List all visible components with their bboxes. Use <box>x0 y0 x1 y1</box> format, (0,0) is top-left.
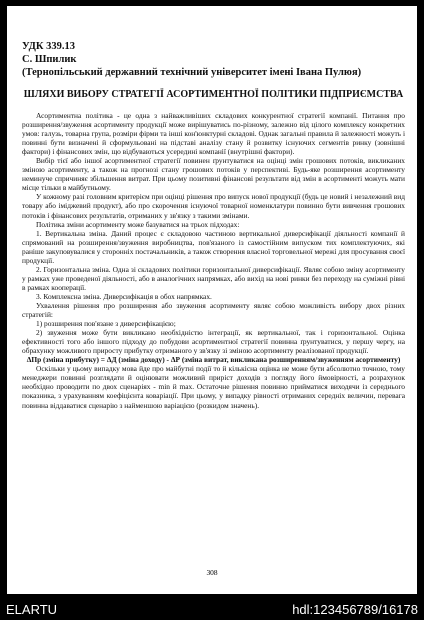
udc-code: УДК 339.13 <box>22 41 75 52</box>
formula: ΔПр (зміна прибутку) = ΔД (зміна доходу) - ΔР (зміна витрат, викликана розширенням/звуженням асортименту) <box>26 355 401 365</box>
paragraph: Ухвалення рішення про розширення або звуження асортименту являє собою можливість вибору двох різних стратегій: <box>22 300 405 320</box>
handle-identifier: hdl:123456789/16178 <box>292 602 418 617</box>
paragraph: Політика зміни асортименту може базуватися на трьох підходах: <box>36 219 240 229</box>
list-item: 3. Комплексна зміна. Диверсифікація в обох напрямках. <box>36 291 212 301</box>
list-item: 2) звуження може бути викликано необхідністю інтеграції, як вертикальної, так і горизонтальної. Оцінка ефективності того або іншого підходу до побудови асортиментної стратегії повинна ґрунтуватися, у першу чергу, на обрахунку можливого приросту прибутку отриманого у зв'язку зі зміною асортименту реалізованої продукції. <box>22 328 405 356</box>
paragraph: Оскільки у цьому випадку мова йде про майбутні події то й кількісна оцінка не може бути абсолютно точною, тому менеджери повинні розглядати й оцінювати можливий приріст доходів з погляду його ймовірності, а розрахунок необхідно проводити по двох сценаріях - min й max. Остаточне рішення повинно прийматися виходячи із середнього показника, з урахуванням коефіцієнта коваріації. При цьому, у випадку рівності отриманих середніх величин, перевага повинна віддаватися сценарію з найменшою варіацією (розкидом значень). <box>22 364 405 410</box>
list-item: 1) розширення пов'язане з диверсифікацією; <box>36 319 176 329</box>
repository-name: ELARTU <box>6 602 58 617</box>
paper-body <box>22 111 405 410</box>
paper-title: ШЛЯХИ ВИБОРУ СТРАТЕГІЇ АСОРТИМЕНТНОЇ ПОЛІТИКИ ПІДПРИЄМСТВА <box>23 89 404 100</box>
paper-content <box>22 40 405 410</box>
page-number: 308 <box>206 568 218 577</box>
paragraph: Асортиментна політика - це одна з найважливіших складових конкурентної стратегії компанії. Питання про розширення/звуження асортименту продукції може вирішуватись по-різному, залежно від цілого комплексу конкретних умов: галузь, товарна група, розміри фірми та інші кон'юнктурні складові. Однак загальні правила й залежності можуть і повинні бути визначені й сформульовані на підставі аналізу стану й розвитку існуючих сегментів ринку (зовнішні фактори) і фінансових змін, що відбуваються усередині компанії (внутрішні фактори). <box>22 111 405 157</box>
document-page <box>7 6 417 594</box>
list-item: 1. Вертикальна зміна. Даний процес є складовою частиною вертикальної диверсифікації діяльності компанії й спрямований на розширення/звуження виробництва, пов'язаного із самостійним випуском тих комплектуючих, які раніше закуповувалися у сторонніх постачальників, а також створення власної торговельної мережі для просування своєї продукції. <box>22 228 405 265</box>
paragraph: Вибір тієї або іншої асортиментної стратегії повинен ґрунтуватися на оцінці змін грошових потоків, викликаних зміною асортименту, а також на прогнозі стану грошових потоків у перспективі. Будь-яке розширення асортименту неминуче спричиняє збільшення витрат. При цьому позитивні фінансові результати від змін в асортименті можуть мати місце тільки в майбутньому. <box>22 156 405 193</box>
repository-footer <box>0 598 424 620</box>
author-name: С. Шпилик <box>22 54 77 65</box>
paragraph: У кожному разі головним критерієм при оцінці рішення про випуск нової продукції (будь це новий і незалежний вид товару або іміджевий продукт), або про скорочення існуючої товарної номенклатури повинно бути вивчення грошових потоків і фінансових результатів, отриманих у зв'язку з такими змінами. <box>22 192 405 220</box>
author-affiliation: (Тернопільський державний технічний університет імені Івана Пулюя) <box>22 67 362 78</box>
list-item: 2. Горизонтальна зміна. Одна зі складових політики горизонтальної диверсифікації. Являє собою зміну асортименту у рамках уже проведеної діяльності, або в аналогічних напрямках, або вихід на нові ринки без переходу на суміжні рівні в рамках кооперації. <box>22 264 405 292</box>
